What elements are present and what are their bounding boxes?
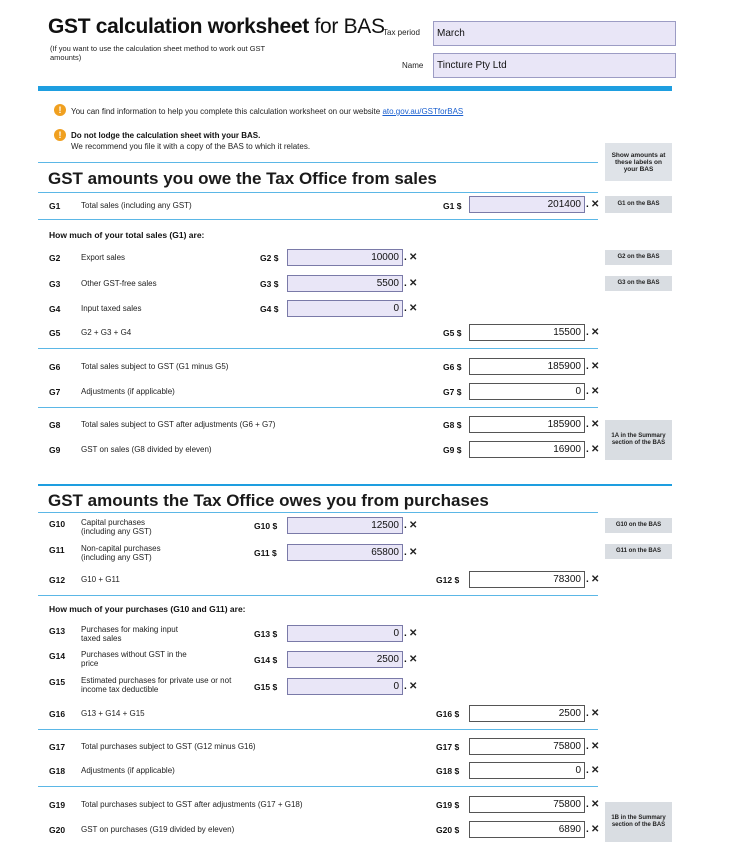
worksheet-title: [48, 15, 385, 39]
g5-dot: .: [586, 327, 589, 338]
g17-box-label: [436, 742, 459, 752]
g19-input[interactable]: 75800: [469, 796, 585, 813]
warning-text: We recommend you file it with a copy of the BAS to which it relates.: [71, 142, 311, 151]
g16-rule: [38, 729, 598, 730]
g16-cents-icon: ✕: [591, 708, 600, 719]
dollar-sign: $: [272, 629, 278, 639]
worksheet-page: [38, 0, 676, 865]
g3-cents-icon: ✕: [409, 278, 418, 289]
g13-code: G13: [49, 626, 66, 636]
dollar-sign: $: [271, 548, 277, 558]
g19-code: G19: [49, 800, 66, 810]
warning-bold: Do not lodge the calculation sheet with your BAS.: [71, 131, 261, 140]
g20-box-label: [436, 825, 459, 835]
g14-box-code: G14: [254, 655, 271, 665]
info-icon: !: [54, 104, 66, 116]
g3-side-tag: G3 on the BAS: [605, 276, 672, 291]
g1-side-tag: G1 on the BAS: [605, 196, 672, 213]
side-header-text: Show amounts at these labels on your BAS: [611, 151, 666, 173]
g12-dot: .: [586, 574, 589, 585]
dollar-sign: $: [272, 655, 278, 665]
g20-side-tag: [605, 802, 672, 842]
gst-for-bas-link[interactable]: ato.gov.au/GSTforBAS: [382, 107, 464, 116]
g18-rule: [38, 786, 598, 787]
g10-code: G10: [49, 519, 66, 529]
g1-label: Total sales (including any GST): [81, 201, 192, 210]
g7-rule: [38, 407, 598, 408]
dollar-sign: $: [456, 201, 462, 211]
g18-cents-icon: ✕: [591, 765, 600, 776]
g7-label: Adjustments (if applicable): [81, 387, 175, 396]
name-field[interactable]: Tincture Pty Ltd: [433, 53, 676, 78]
dollar-sign: $: [272, 682, 278, 692]
g9-code: G9: [49, 445, 61, 455]
g2-input[interactable]: 10000: [287, 249, 403, 266]
g10-label: Capital purchases (including any GST): [81, 518, 152, 536]
g1-box-code: G1: [443, 201, 455, 211]
g17-dot: .: [586, 741, 589, 752]
g4-box-code: G4: [260, 304, 272, 314]
g12-code: G12: [49, 575, 66, 585]
g3-label: Other GST-free sales: [81, 279, 157, 288]
g12-label: G10 + G11: [81, 575, 120, 584]
g7-dot: .: [586, 386, 589, 397]
g5-box-code: G5: [443, 328, 455, 338]
g2-side-tag: G2 on the BAS: [605, 250, 672, 265]
g10-cents-icon: ✕: [409, 520, 418, 531]
g20-cents-icon: ✕: [591, 824, 600, 835]
g8-label: Total sales subject to GST after adjustments (G6 + G7): [81, 420, 276, 429]
g3-box-code: G3: [260, 279, 272, 289]
g9-input[interactable]: 16900: [469, 441, 585, 458]
g6-input[interactable]: 185900: [469, 358, 585, 375]
g19-cents-icon: ✕: [591, 799, 600, 810]
g2-code: G2: [49, 253, 61, 263]
g18-label: Adjustments (if applicable): [81, 766, 175, 775]
g15-label: Estimated purchases for private use or not income tax deductible: [81, 676, 232, 694]
g14-cents-icon: ✕: [409, 654, 418, 665]
g16-code: G16: [49, 709, 66, 719]
g3-input[interactable]: 5500: [287, 275, 403, 292]
g7-cents-icon: ✕: [591, 386, 600, 397]
g11-dot: .: [404, 547, 407, 558]
dollar-sign: $: [273, 279, 279, 289]
g14-label: Purchases without GST in the price: [81, 650, 187, 668]
g10-box-label: [254, 521, 277, 531]
g1-box-label: [443, 201, 461, 211]
g2-cents-icon: ✕: [409, 252, 418, 263]
g12-cents-icon: ✕: [591, 574, 600, 585]
g10-box-code: G10: [254, 521, 271, 531]
purchases-subheading: How much of your purchases (G10 and G11) are:: [49, 604, 246, 614]
g5-cents-icon: ✕: [591, 327, 600, 338]
g7-box-label: [443, 387, 461, 397]
tax-period-label: Tax period: [383, 28, 420, 37]
g19-box-code: G19: [436, 800, 453, 810]
title-main: GST calculation worksheet: [48, 15, 309, 38]
g9-side-tag: [605, 420, 672, 460]
g15-dot: .: [404, 681, 407, 692]
g6-cents-icon: ✕: [591, 361, 600, 372]
g11-label: Non-capital purchases (including any GST): [81, 544, 161, 562]
g7-box-code: G7: [443, 387, 455, 397]
g14-box-label: [254, 655, 277, 665]
sales-top-rule: [38, 162, 598, 163]
g19-box-label: [436, 800, 459, 810]
g3-code: G3: [49, 279, 61, 289]
g8-dot: .: [586, 419, 589, 430]
purchases-title-rule: [38, 512, 598, 513]
g4-code: G4: [49, 304, 61, 314]
g13-label: Purchases for making input taxed sales: [81, 625, 178, 643]
dollar-sign: $: [454, 766, 460, 776]
g12-rule: [38, 595, 598, 596]
g9-cents-icon: ✕: [591, 444, 600, 455]
side-1a-text: 1A in the Summary section of the BAS: [611, 433, 666, 446]
g4-cents-icon: ✕: [409, 303, 418, 314]
g8-box-code: G8: [443, 420, 455, 430]
side-1b-text: 1B in the Summary section of the BAS: [611, 815, 666, 828]
g4-label: Input taxed sales: [81, 304, 142, 313]
g2-box-label: [260, 253, 278, 263]
g15-input[interactable]: 0: [287, 678, 403, 695]
warning-icon: !: [54, 129, 66, 141]
g19-label: Total purchases subject to GST after adjustments (G17 + G18): [81, 800, 303, 809]
sales-title-rule: [38, 192, 598, 193]
g13-box-code: G13: [254, 629, 271, 639]
side-header-tab: [605, 143, 672, 181]
g17-cents-icon: ✕: [591, 741, 600, 752]
g20-input[interactable]: 6890: [469, 821, 585, 838]
g9-box-code: G9: [443, 445, 455, 455]
g16-box-code: G16: [436, 709, 453, 719]
g5-code: G5: [49, 328, 61, 338]
g19-dot: .: [586, 799, 589, 810]
dollar-sign: $: [273, 304, 279, 314]
g9-dot: .: [586, 444, 589, 455]
g13-dot: .: [404, 628, 407, 639]
g16-input[interactable]: 2500: [469, 705, 585, 722]
g1-code: G1: [49, 201, 61, 211]
g7-input[interactable]: 0: [469, 383, 585, 400]
g4-input[interactable]: 0: [287, 300, 403, 317]
g4-box-label: [260, 304, 278, 314]
g12-box-code: G12: [436, 575, 453, 585]
g20-box-code: G20: [436, 825, 453, 835]
g1-rule: [38, 219, 598, 220]
g15-box-label: [254, 682, 277, 692]
g1-input[interactable]: 201400: [469, 196, 585, 213]
g14-input[interactable]: 2500: [287, 651, 403, 668]
info-note-text: You can find information to help you complete this calculation worksheet on our website: [71, 107, 381, 116]
g11-input[interactable]: 65800: [287, 544, 403, 561]
g8-input[interactable]: 185900: [469, 416, 585, 433]
g6-box-label: [443, 362, 461, 372]
g8-box-label: [443, 420, 461, 430]
g11-box-label: [254, 548, 277, 558]
dollar-sign: $: [272, 521, 278, 531]
g6-code: G6: [49, 362, 61, 372]
sales-section-title: GST amounts you owe the Tax Office from sales: [48, 169, 437, 188]
g12-input[interactable]: 78300: [469, 571, 585, 588]
g15-code: G15: [49, 677, 66, 687]
g16-box-label: [436, 709, 459, 719]
g1-dot: .: [586, 199, 589, 210]
g18-code: G18: [49, 766, 66, 776]
g15-cents-icon: ✕: [409, 681, 418, 692]
dollar-sign: $: [454, 575, 460, 585]
dollar-sign: $: [454, 709, 460, 719]
g6-box-code: G6: [443, 362, 455, 372]
g2-box-code: G2: [260, 253, 272, 263]
g20-code: G20: [49, 825, 66, 835]
g3-box-label: [260, 279, 278, 289]
g8-code: G8: [49, 420, 61, 430]
g10-side-tag: G10 on the BAS: [605, 518, 672, 533]
g10-dot: .: [404, 520, 407, 531]
g11-code: G11: [49, 545, 65, 555]
g5-rule: [38, 348, 598, 349]
header-rule: [38, 86, 672, 91]
g11-cents-icon: ✕: [409, 547, 418, 558]
g5-box-label: [443, 328, 461, 338]
g18-box-code: G18: [436, 766, 453, 776]
name-label: Name: [402, 61, 424, 70]
purchases-top-rule: [38, 484, 672, 486]
g17-code: G17: [49, 742, 66, 752]
g5-input[interactable]: 15500: [469, 324, 585, 341]
g18-dot: .: [586, 765, 589, 776]
g9-box-label: [443, 445, 461, 455]
sales-subheading: How much of your total sales (G1) are:: [49, 230, 205, 240]
g17-box-code: G17: [436, 742, 453, 752]
g18-input[interactable]: 0: [469, 762, 585, 779]
g14-dot: .: [404, 654, 407, 665]
g17-label: Total purchases subject to GST (G12 minus G16): [81, 742, 256, 751]
dollar-sign: $: [454, 800, 460, 810]
dollar-sign: $: [456, 420, 462, 430]
g8-cents-icon: ✕: [591, 419, 600, 430]
dollar-sign: $: [456, 445, 462, 455]
g11-box-code: G11: [254, 548, 270, 558]
worksheet-subtitle: (If you want to use the calculation sheet method to work out GST amounts): [50, 44, 265, 62]
dollar-sign: $: [454, 825, 460, 835]
g10-input[interactable]: 12500: [287, 517, 403, 534]
info-note: [71, 107, 463, 116]
title-tail: for BAS: [308, 15, 385, 38]
tax-period-field[interactable]: March: [433, 21, 676, 46]
purchases-section-title: GST amounts the Tax Office owes you from purchases: [48, 491, 489, 510]
g6-label: Total sales subject to GST (G1 minus G5): [81, 362, 229, 371]
g5-label: G2 + G3 + G4: [81, 328, 132, 337]
g13-input[interactable]: 0: [287, 625, 403, 642]
g14-code: G14: [49, 651, 66, 661]
dollar-sign: $: [456, 328, 462, 338]
g15-box-code: G15: [254, 682, 271, 692]
g17-input[interactable]: 75800: [469, 738, 585, 755]
g20-label: GST on purchases (G19 divided by eleven): [81, 825, 235, 834]
dollar-sign: $: [456, 362, 462, 372]
g12-box-label: [436, 575, 459, 585]
g16-label: G13 + G14 + G15: [81, 709, 145, 718]
g13-cents-icon: ✕: [409, 628, 418, 639]
dollar-sign: $: [273, 253, 279, 263]
g4-dot: .: [404, 303, 407, 314]
g16-dot: .: [586, 708, 589, 719]
dollar-sign: $: [456, 387, 462, 397]
g18-box-label: [436, 766, 459, 776]
g11-side-tag: G11 on the BAS: [605, 544, 672, 559]
g9-label: GST on sales (G8 divided by eleven): [81, 445, 212, 454]
g6-dot: .: [586, 361, 589, 372]
dollar-sign: $: [454, 742, 460, 752]
g3-dot: .: [404, 278, 407, 289]
g13-box-label: [254, 629, 277, 639]
g20-dot: .: [586, 824, 589, 835]
g2-dot: .: [404, 252, 407, 263]
g1-cents-icon: ✕: [591, 199, 600, 210]
g2-label: Export sales: [81, 253, 126, 262]
g7-code: G7: [49, 387, 61, 397]
